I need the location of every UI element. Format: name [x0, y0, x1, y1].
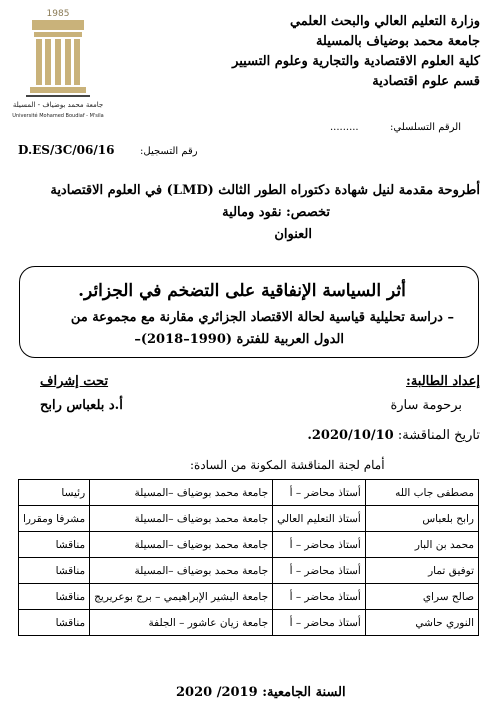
- academic-year-value: 2019/ 2020: [176, 685, 258, 700]
- registration-label: رقم التسجيل:: [140, 146, 198, 157]
- member-university: جامعة محمد بوضياف –المسيلة: [90, 532, 273, 558]
- registration-value: D.ES/3C/06/16: [18, 143, 115, 157]
- table-row: [19, 506, 479, 532]
- member-university: جامعة محمد بوضياف –المسيلة: [90, 480, 273, 506]
- committee-table: [18, 479, 479, 636]
- academic-year-label: السنة الجامعية:: [262, 685, 346, 700]
- ministry-name: وزارة التعليم العالي والبحث العلمي: [289, 14, 480, 29]
- preparer-label: إعداد الطالبة:: [406, 374, 480, 389]
- table-row: [19, 480, 479, 506]
- member-rank: أستاذ محاضر – أ: [273, 480, 366, 506]
- specialty-line: تخصص: نقود ومالية: [222, 205, 330, 220]
- committee-title: أمام لجنة المناقشة المكونة من السادة:: [190, 458, 385, 472]
- faculty-name: كلية العلوم الاقتصادية والتجارية وعلوم التسيير: [232, 54, 480, 69]
- member-name: مصطفى جاب الله: [365, 480, 478, 506]
- member-role: مناقشا: [19, 532, 90, 558]
- member-role: مناقشا: [19, 610, 90, 636]
- defense-date-line: تاريخ المناقشة: 2020/10/10.: [307, 428, 480, 443]
- academic-year: [176, 685, 346, 700]
- preparer-name: برحومة سارة: [390, 398, 462, 413]
- defense-date: 2020/10/10: [311, 428, 394, 443]
- university-name: جامعة محمد بوضياف بالمسيلة: [315, 34, 480, 49]
- table-row: [19, 558, 479, 584]
- member-name: محمد بن البار: [365, 532, 478, 558]
- member-rank: أستاذ محاضر – أ: [273, 610, 366, 636]
- member-university: جامعة زيان عاشور – الجلفة: [90, 610, 273, 636]
- logo-name-ar: جامعة محمد بوضياف - المسيلة: [12, 101, 104, 109]
- title-label: العنوان: [274, 227, 312, 242]
- member-rank: أستاذ التعليم العالي: [273, 506, 366, 532]
- member-rank: أستاذ محاضر – أ: [273, 532, 366, 558]
- member-name: توفيق تمار: [365, 558, 478, 584]
- member-name: النوري حاشي: [365, 610, 478, 636]
- university-logo: [12, 6, 104, 122]
- member-university: جامعة محمد بوضياف –المسيلة: [90, 558, 273, 584]
- member-university: جامعة البشير الإبراهيمي – برج بوعريريج: [90, 584, 273, 610]
- member-name: صالح سراي: [365, 584, 478, 610]
- logo-name-fr: Université Mohamed Boudiaf - M'sila: [12, 113, 104, 119]
- supervisor-label: تحت إشراف: [40, 374, 109, 389]
- member-role: مناقشا: [19, 584, 90, 610]
- serial-label: الرقم التسلسلي:: [390, 122, 461, 133]
- member-role: مناقشا: [19, 558, 90, 584]
- serial-value: .........: [330, 122, 359, 133]
- thesis-title: أثر السياسة الإنفاقية على التضخم في الجزائر.: [78, 281, 406, 301]
- thesis-subtitle-line2: الدول العربية للفترة (1990–2018)–: [134, 332, 344, 347]
- member-rank: أستاذ محاضر – أ: [273, 584, 366, 610]
- logo-year: 1985: [46, 9, 70, 19]
- thesis-info: [20, 180, 480, 246]
- thesis-subtitle-line1: – دراسة تحليلية قياسية لحالة الاقتصاد الجزائري مقارنة مع مجموعة من: [70, 310, 454, 325]
- table-row: [19, 610, 479, 636]
- member-rank: أستاذ محاضر – أ: [273, 558, 366, 584]
- member-university: جامعة محمد بوضياف –المسيلة: [90, 506, 273, 532]
- member-name: رابح بلعباس: [365, 506, 478, 532]
- table-row: [19, 584, 479, 610]
- member-role: رئيسا: [19, 480, 90, 506]
- defense-label: تاريخ المناقشة:: [397, 428, 480, 443]
- institution-header: [180, 12, 480, 92]
- member-role: مشرفا ومقررا: [19, 506, 90, 532]
- supervisor-name: أ.د بلعباس رابح: [40, 398, 123, 413]
- title-box: [19, 266, 479, 358]
- department-name: قسم علوم اقتصادية: [372, 74, 480, 89]
- degree-line: أطروحة مقدمة لنيل شهادة دكتوراه الطور الثالث (LMD) في العلوم الاقتصادية: [50, 183, 480, 198]
- table-row: [19, 532, 479, 558]
